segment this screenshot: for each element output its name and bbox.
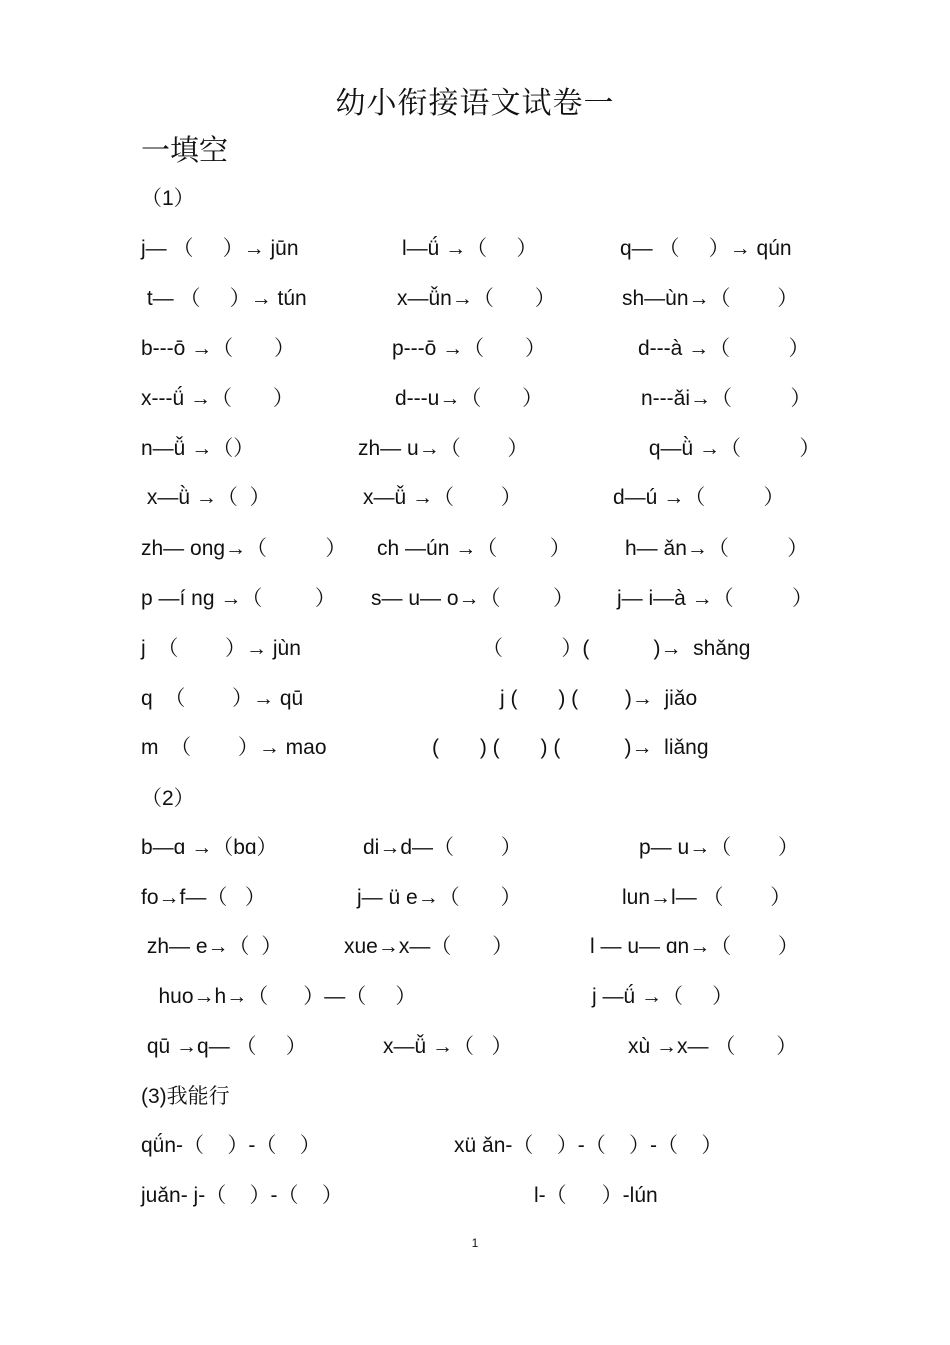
- part1-label: （1）: [141, 187, 195, 210]
- exercise-item: m （ ）→ mao: [141, 736, 327, 759]
- exercise-item: sh—ùn→（ ）: [622, 287, 799, 310]
- exercise-item: q— （ ）→ qún: [620, 237, 792, 260]
- exercise-row: [0, 1179, 950, 1213]
- exercise-item: di→d—（ ）: [363, 836, 522, 859]
- exercise-item: l-（ ）-lún: [534, 1184, 658, 1207]
- page-number: 1: [471, 1236, 479, 1250]
- exercise-item: p —í ng →（ ）: [141, 587, 336, 610]
- exercise-row: [0, 632, 950, 666]
- exercise-item: x—ǚ →（ ）: [383, 1035, 513, 1058]
- exercise-item: x---ǘ →（ ）: [141, 387, 294, 410]
- exercise-item: qū →q— （ ）: [141, 1035, 307, 1058]
- exercise-row: [0, 930, 950, 964]
- exercise-item: s— u— o→（ ）: [371, 587, 575, 610]
- exercise-item: zh— ong→（ ）: [141, 537, 347, 560]
- exercise-row: [0, 332, 950, 366]
- exercise-item: h— ǎn→（ ）: [625, 537, 809, 560]
- exercise-row: [0, 980, 950, 1014]
- exercise-row: [0, 881, 950, 915]
- exercise-item: xü ǎn-（ ）-（ ）-（ ）: [454, 1134, 723, 1157]
- exercise-item: p---ō →（ ）: [392, 337, 547, 360]
- exercise-row: [0, 1080, 950, 1114]
- exercise-item: zh— e→（ ）: [141, 935, 283, 958]
- exercise-row: [0, 282, 950, 316]
- exercise-item: d—ú →（ ）: [613, 486, 785, 509]
- exercise-row: [0, 481, 950, 515]
- exercise-item: ( ) ( ) ( )→ liǎng: [432, 736, 709, 759]
- exercise-row: [0, 1129, 950, 1163]
- exercise-item: （ ）( )→ shǎng: [482, 637, 751, 660]
- exercise-item: juǎn- j-（ ）-（ ）: [141, 1184, 343, 1207]
- exercise-item: j— i—à →（ ）: [617, 587, 814, 610]
- exercise-item: n---ǎi→（ ）: [641, 387, 812, 410]
- exercise-row: [0, 731, 950, 765]
- exercise-item: zh— u→（ ）: [358, 437, 529, 460]
- exercise-row: [0, 232, 950, 266]
- exercise-item: q （ ）→ qū: [141, 687, 304, 710]
- exercise-item: j —ǘ →（ ）: [592, 985, 734, 1008]
- exercise-item: l—ǘ →（ ）: [402, 237, 538, 260]
- exercise-item: d---à →（ ）: [638, 337, 810, 360]
- exercise-item: x—ǚ →（ ）: [363, 486, 522, 509]
- exercise-row: [0, 532, 950, 566]
- exercise-row: [0, 682, 950, 716]
- exercise-item: b—ɑ →（bɑ）: [141, 836, 278, 859]
- section-heading: 一填空: [141, 133, 229, 167]
- exercise-item: xù →x— （ ）: [628, 1035, 798, 1058]
- exercise-item: x—ǚn→（ ）: [397, 287, 556, 310]
- exercise-item: huo→h→（ ）—（ ）: [141, 985, 417, 1008]
- exercise-item: t— （ ）→ tún: [141, 287, 307, 310]
- exercise-item: xue→x—（ ）: [344, 935, 514, 958]
- exercise-item: fo→f—（ ）: [141, 886, 266, 909]
- exercise-item: j— ü e→（ ）: [357, 886, 522, 909]
- part3-label: (3)我能行: [141, 1085, 230, 1108]
- exercise-row: [0, 382, 950, 416]
- exercise-row: [0, 432, 950, 466]
- exercise-item: p— u→（ ）: [639, 836, 799, 859]
- exercise-row: [0, 582, 950, 616]
- exercise-item: n—ǚ →（）: [141, 437, 255, 460]
- exercise-item: b---ō →（ ）: [141, 337, 296, 360]
- exercise-item: j— （ ）→ jūn: [141, 237, 299, 260]
- exercise-item: l — u— ɑn→（ ）: [590, 935, 799, 958]
- exercise-row: [0, 1030, 950, 1064]
- exercise-item: x—ǜ →（ ）: [141, 486, 271, 509]
- exercise-item: j ( ) ( )→ jiǎo: [500, 687, 698, 710]
- page-title: 幼小衔接语文试卷一: [335, 86, 615, 121]
- exercise-item: ch —ún →（ ）: [377, 537, 571, 560]
- exercise-item: qǘn-（ ）-（ ）: [141, 1134, 321, 1157]
- exercise-item: lun→l— （ ）: [622, 886, 792, 909]
- exercise-item: j （ ）→ jùn: [141, 637, 301, 660]
- exercise-item: q—ǜ →（ ）: [643, 437, 821, 460]
- exercise-item: d---u→（ ）: [395, 387, 544, 410]
- exercise-row: [0, 831, 950, 865]
- part2-label: （2）: [141, 787, 195, 810]
